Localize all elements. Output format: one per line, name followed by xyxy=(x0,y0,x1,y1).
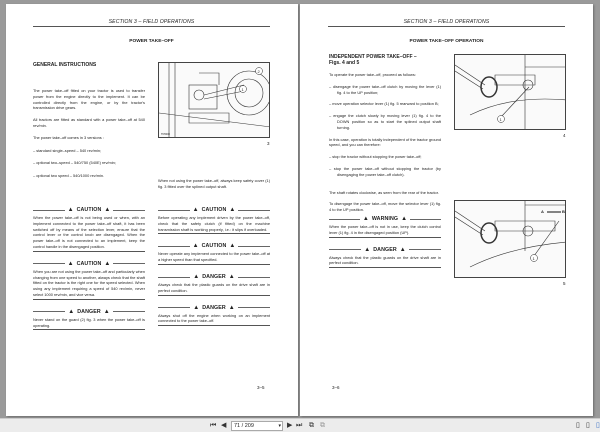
pdf-navigation-toolbar xyxy=(0,418,600,432)
warning-triangle-icon: ▲ xyxy=(364,246,371,253)
notice-label: DANGER xyxy=(77,308,101,315)
position-a-label: A xyxy=(541,209,544,214)
last-page-icon[interactable]: ⏭ xyxy=(296,422,303,429)
page-title: POWER TAKE–OFF OPERATION xyxy=(409,39,484,44)
paragraph: When not using the power take–off, always keep safety cover (1) fig. 3 fitted over the splined output shaft. xyxy=(158,178,270,189)
pto-lever-illustration xyxy=(455,55,566,130)
notice-label: DANGER xyxy=(202,304,226,311)
notice-text: Always check that the plastic guards on the drive shaft are in perfect condition. xyxy=(158,282,270,296)
warning-triangle-icon: ▲ xyxy=(193,273,200,280)
previous-page-icon[interactable]: ◀ xyxy=(221,422,227,429)
figure-3-image xyxy=(158,62,270,138)
warning-triangle-icon: ▲ xyxy=(362,215,369,222)
add-page-icon[interactable]: ⧉ xyxy=(309,422,314,429)
warning-triangle-icon: ▲ xyxy=(103,308,110,315)
warning-triangle-icon: ▲ xyxy=(192,243,199,250)
caution-notice xyxy=(158,242,270,265)
notice-label: DANGER xyxy=(373,246,397,253)
pdf-page-right xyxy=(300,4,593,416)
warning-triangle-icon: ▲ xyxy=(193,304,200,311)
copy-page-icon[interactable]: ⧉ xyxy=(320,422,325,429)
warning-notice xyxy=(329,215,441,238)
section-heading: GENERAL INSTRUCTIONS xyxy=(33,62,97,68)
paragraph: To operate the power take–off, proceed as follows: xyxy=(329,72,416,77)
page-number: 3–6 xyxy=(332,385,340,390)
list-item: – stop the power take–off without stopping the tractor (by disengaging the power take–off clutch). xyxy=(329,165,441,177)
paragraph: In this case, operation is totally independent of the tractor ground speed, and you can therefore: xyxy=(329,136,441,148)
figure-number: 5 xyxy=(563,281,566,286)
first-page-icon[interactable]: ⏮ xyxy=(210,422,217,429)
notice-label: CAUTION xyxy=(76,207,102,213)
callout-1: 1 xyxy=(499,116,502,122)
paragraph: All tractors are fitted as standard with a power take–off at 540 rev/min. xyxy=(33,117,145,128)
notice-text: When the power take–off is not in use, keep the clutch control lever (1) fig. 4 in the disengaged position (UP). xyxy=(329,224,441,238)
notice-label: CAUTION xyxy=(201,243,227,250)
notice-label: CAUTION xyxy=(201,207,227,213)
tractor-pto-illustration xyxy=(159,63,270,138)
right-column-text xyxy=(329,54,441,268)
notice-text: When you are not using the power take–off and particularly when changing from one speed to another, always check that the shaft fitted on the tractor is the right one for the speed selected. When using any implement requiring a speed of 540 rev/min, never select 1000 rev/min, and vice versa. xyxy=(33,269,145,300)
callout-2: 2 xyxy=(257,68,260,74)
section-header: SECTION 3 – FIELD OPERATIONS xyxy=(33,19,270,27)
warning-triangle-icon: ▲ xyxy=(229,243,236,250)
left-column-text xyxy=(33,88,145,179)
figure-5-image xyxy=(454,200,566,278)
page-number: 3–5 xyxy=(257,385,265,390)
section-subheading: Figs. 4 and 5 xyxy=(329,60,360,66)
position-b-label: B xyxy=(562,209,565,214)
caution-notice xyxy=(33,206,145,252)
warning-triangle-icon: ▲ xyxy=(228,304,235,311)
figure-number: 3 xyxy=(267,141,270,146)
caution-notice xyxy=(158,206,270,234)
notices-left-column xyxy=(33,206,145,330)
continuous-view-icon[interactable]: ▯ xyxy=(586,422,590,429)
notice-text: When the power take–off is not being used or when, with an implement connected to the power take–off shaft, it has been switched off by means of the selection lever, ensure that the control lever or the control knob are disengaged. When the power take–off is not connected to an implement, keep the control handle in the disengaged position. xyxy=(33,215,145,252)
notice-label: WARNING xyxy=(371,215,399,222)
page-field-value: 71 / 209 xyxy=(234,423,254,429)
list-item: – engage the clutch slowly by moving lever (1) fig. 4 to the DOWN position so as to start the splined output shaft turning. xyxy=(329,113,441,130)
list-item: – optional two speed – 540/1000 rev/min. xyxy=(33,173,105,179)
figure-4-image xyxy=(454,54,566,130)
danger-notice xyxy=(158,273,270,296)
list-item: – disengage the power take–off clutch by moving the lever (1) fig. 4 to the UP position; xyxy=(329,83,441,95)
warning-triangle-icon: ▲ xyxy=(192,207,199,213)
notice-text: Always shut off the engine when working on an implement connected to the power take–off. xyxy=(158,313,270,327)
warning-triangle-icon: ▲ xyxy=(104,260,111,267)
notice-text: Never stand on the guard (2) fig. 3 when the power take–off is operating. xyxy=(33,317,145,331)
notice-text: Never operate any implement connected to the power take–off at a higher speed than that specified. xyxy=(158,251,270,265)
next-page-icon[interactable]: ▶ xyxy=(287,422,293,429)
notices-right-column xyxy=(158,206,270,326)
list-item: – standard single–speed – 540 rev/min; xyxy=(33,147,102,153)
warning-triangle-icon: ▲ xyxy=(67,207,74,213)
list-item: – move operation selector lever (1) fig. 5 rearward to position B; xyxy=(329,101,439,107)
paragraph: The shaft rotates clockwise, as seen from the rear of the tractor. xyxy=(329,189,439,195)
pdf-page-left xyxy=(6,4,298,416)
warning-triangle-icon: ▲ xyxy=(229,207,236,213)
section-header: SECTION 3 – FIELD OPERATIONS xyxy=(328,19,565,27)
paragraph: To disengage the power take–off, move the selector lever (1) fig. 4 to the UP position. xyxy=(329,201,441,213)
notice-label: DANGER xyxy=(202,273,226,280)
warning-triangle-icon: ▲ xyxy=(104,207,111,213)
section-heading: INDEPENDENT POWER TAKE–OFF – xyxy=(329,54,417,60)
warning-triangle-icon: ▲ xyxy=(228,273,235,280)
page-number-input[interactable] xyxy=(231,421,283,431)
warning-triangle-icon: ▲ xyxy=(401,215,408,222)
list-item: – stop the tractor without stopping the power take–off; xyxy=(329,154,422,160)
danger-notice xyxy=(329,246,441,269)
list-item: – optional two–speed – 540/750 (540E) rev/min; xyxy=(33,160,116,166)
caution-notice xyxy=(33,260,145,300)
notice-text: Before operating any implement driven by the power take–off, check that the safety clutch (if fitted) on the machine transmission shaft is working properly, i.e.: it slips if overloaded. xyxy=(158,215,270,234)
callout-1: 1 xyxy=(532,255,535,261)
figure-code: TN5000 xyxy=(161,133,170,136)
figure-number: 4 xyxy=(563,133,566,138)
danger-notice xyxy=(158,304,270,327)
danger-notice xyxy=(33,308,145,331)
warning-triangle-icon: ▲ xyxy=(399,246,406,253)
warning-triangle-icon: ▲ xyxy=(68,308,75,315)
paragraph: The power take–off fitted on your tractor is used to transfer power from the engine directly to the implement. It can be controlled directly from the engine, or by the tractor's transmission drive gears. xyxy=(33,88,145,111)
paragraph: The power take–off comes in 3 versions : xyxy=(33,134,104,140)
chevron-down-icon[interactable]: ▾ xyxy=(278,423,281,429)
warning-triangle-icon: ▲ xyxy=(67,260,74,267)
single-page-view-icon[interactable]: ▯ xyxy=(576,422,580,429)
callout-1: 1 xyxy=(241,86,244,92)
two-page-view-icon[interactable]: ▯ xyxy=(596,422,600,429)
selector-lever-illustration xyxy=(455,201,566,278)
notice-text: Always check that the plastic guards on the drive shaft are in perfect condition. xyxy=(329,255,441,269)
page-title: POWER TAKE–OFF xyxy=(129,39,174,44)
notice-label: CAUTION xyxy=(76,260,102,267)
